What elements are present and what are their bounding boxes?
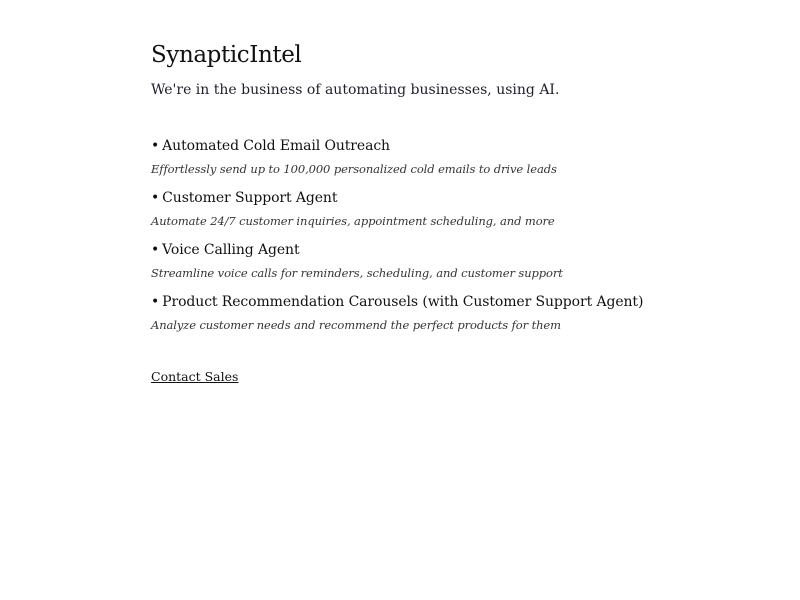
feature-item xyxy=(151,292,751,334)
feature-description: Analyze customer needs and recommend the perfect products for them xyxy=(151,318,561,332)
feature-item xyxy=(151,188,751,230)
bullet-icon: • xyxy=(151,294,160,310)
bullet-icon: • xyxy=(151,190,160,206)
feature-title-text: Automated Cold Email Outreach xyxy=(162,138,390,154)
tagline: We're in the business of automating businesses, using AI. xyxy=(151,82,560,98)
feature-list xyxy=(151,136,751,334)
feature-title xyxy=(151,136,751,156)
bullet-icon: • xyxy=(151,138,160,154)
contact-sales-link[interactable]: Contact Sales xyxy=(151,369,239,384)
feature-title-text: Product Recommendation Carousels (with Customer Support Agent) xyxy=(162,294,644,310)
feature-title-text: Customer Support Agent xyxy=(162,190,338,206)
main-content xyxy=(151,40,751,386)
brand-title: SynapticIntel xyxy=(151,42,302,68)
feature-description: Effortlessly send up to 100,000 personalized cold emails to drive leads xyxy=(151,162,557,176)
feature-description: Streamline voice calls for reminders, scheduling, and customer support xyxy=(151,266,563,280)
feature-title xyxy=(151,188,751,208)
feature-item xyxy=(151,240,751,282)
feature-title-text: Voice Calling Agent xyxy=(162,242,300,258)
bullet-icon: • xyxy=(151,242,160,258)
feature-description: Automate 24/7 customer inquiries, appointment scheduling, and more xyxy=(151,214,555,228)
feature-title xyxy=(151,240,751,260)
feature-title xyxy=(151,292,751,312)
feature-item xyxy=(151,136,751,178)
